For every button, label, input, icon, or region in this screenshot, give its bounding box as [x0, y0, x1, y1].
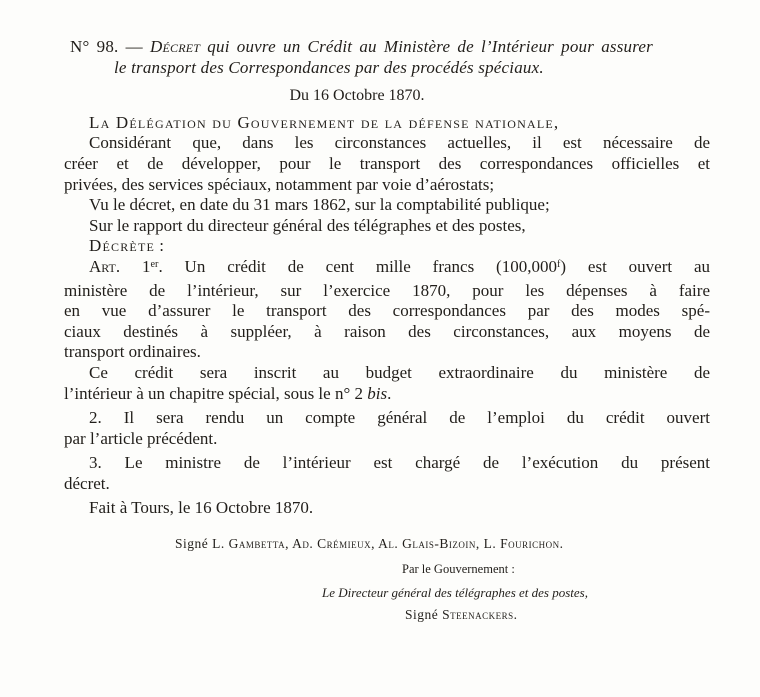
text-line — [64, 429, 710, 450]
preamble-text: Considérant que, dans les circonstances actuelles, il est nécessaire de — [89, 133, 710, 153]
article-text: ciaux destinés à suppléer, à raison des circonstances, aux moyens de — [64, 321, 710, 341]
article-text: en vue d’assurer le transport des correspondances par des modes spé- — [64, 301, 710, 321]
decree-document — [64, 37, 710, 623]
text-line — [114, 58, 710, 79]
punctuation: : — [155, 236, 164, 256]
article-text: transport ordinaires. — [64, 342, 201, 362]
article-text: Ce crédit sera inscrit au budget extraordinaire du ministère de — [89, 362, 710, 382]
decree-number: N° 98. — — [70, 37, 150, 56]
article-text: 3. Le ministre de l’intérieur est chargé de l’exécution du présent — [89, 453, 710, 473]
signed-label: Signé — [175, 536, 213, 552]
article-label: Art. — [89, 256, 121, 276]
punctuation: , — [553, 112, 559, 132]
text-line — [64, 408, 710, 429]
article-text: . Un crédit de cent mille francs (100,000 — [158, 256, 557, 276]
text-line — [64, 498, 710, 519]
text-line — [64, 113, 710, 134]
issuing-authority: La Délégation du Gouvernement de la défense nationale — [89, 112, 554, 132]
preamble-rapport: Sur le rapport du directeur général des télégraphes et des postes, — [89, 215, 526, 235]
decree-heading — [64, 37, 710, 78]
article-text: ) est ouvert au — [560, 256, 710, 276]
decree-title-line-2: le transport des Correspondances par des procédés spéciaux. — [114, 57, 544, 77]
decree-title-line-1: qui ouvre un Crédit au Ministère de l’Intérieur pour assurer — [200, 37, 653, 56]
text-line — [64, 195, 710, 216]
text-line — [64, 175, 710, 196]
text-line — [64, 453, 710, 474]
countersign-title: Le Directeur général des télégraphes et des postes, — [322, 585, 588, 601]
article-1 — [64, 257, 710, 404]
decrete-word: Décrète — [89, 236, 156, 256]
text-line — [64, 384, 710, 405]
text-line — [64, 216, 710, 237]
text-line — [64, 363, 710, 384]
text-line — [64, 257, 710, 281]
bis-word: bis — [367, 383, 388, 403]
article-number: 1 — [120, 256, 151, 276]
signature-place-date: Fait à Tours, le 16 Octobre 1870. — [89, 498, 314, 518]
text-line — [64, 322, 710, 343]
date-line — [64, 86, 710, 107]
text-line — [64, 133, 710, 154]
text-line — [64, 301, 710, 322]
preamble-visa: Vu le décret, en date du 31 mars 1862, sur la comptabilité publique; — [89, 195, 550, 215]
article-text: ministère de l’intérieur, sur l’exercice 1870, pour les dépenses à faire — [64, 280, 710, 300]
signed-label: Signé — [405, 607, 443, 623]
text-line — [64, 342, 710, 363]
decree-date: Du 16 Octobre 1870. — [289, 87, 425, 105]
place-date — [64, 498, 710, 519]
article-2 — [64, 408, 710, 449]
article-3 — [64, 453, 710, 494]
text-line — [70, 37, 653, 58]
decree-word: Décret — [149, 37, 201, 56]
ordinal-superscript: er — [150, 259, 159, 271]
preamble-text: créer et de développer, pour le transport des correspondances officielles et — [64, 153, 710, 173]
article-text: décret. — [64, 473, 110, 493]
text-line — [64, 236, 710, 257]
article-text: 2. Il sera rendu un compte général de l’emploi du crédit ouvert — [89, 408, 710, 428]
franc-superscript: f — [556, 259, 561, 271]
punctuation: . — [513, 607, 518, 623]
text-line — [64, 474, 710, 495]
countersign-title-line — [322, 584, 710, 601]
signatures — [64, 535, 710, 623]
article-text: par l’article précédent. — [64, 428, 218, 448]
signatories-line — [175, 535, 710, 552]
text-line — [64, 281, 710, 302]
punctuation: . — [387, 383, 392, 403]
signatories: L. Gambetta, Ad. Crémieux, Al. Glais-Bizoin, L. Fourichon. — [212, 536, 564, 552]
decree-date-line — [64, 86, 650, 107]
countersignatory-line — [405, 606, 710, 623]
text-line — [64, 154, 710, 175]
countersign-intro-line — [402, 561, 710, 578]
countersignatory: Steenackers — [442, 607, 514, 623]
preamble — [64, 113, 710, 257]
preamble-text: privées, des services spéciaux, notamment par voie d’aérostats; — [64, 174, 495, 194]
countersign-intro: Par le Gouvernement : — [402, 562, 515, 577]
article-text: l’intérieur à un chapitre spécial, sous le n° 2 — [64, 383, 368, 403]
